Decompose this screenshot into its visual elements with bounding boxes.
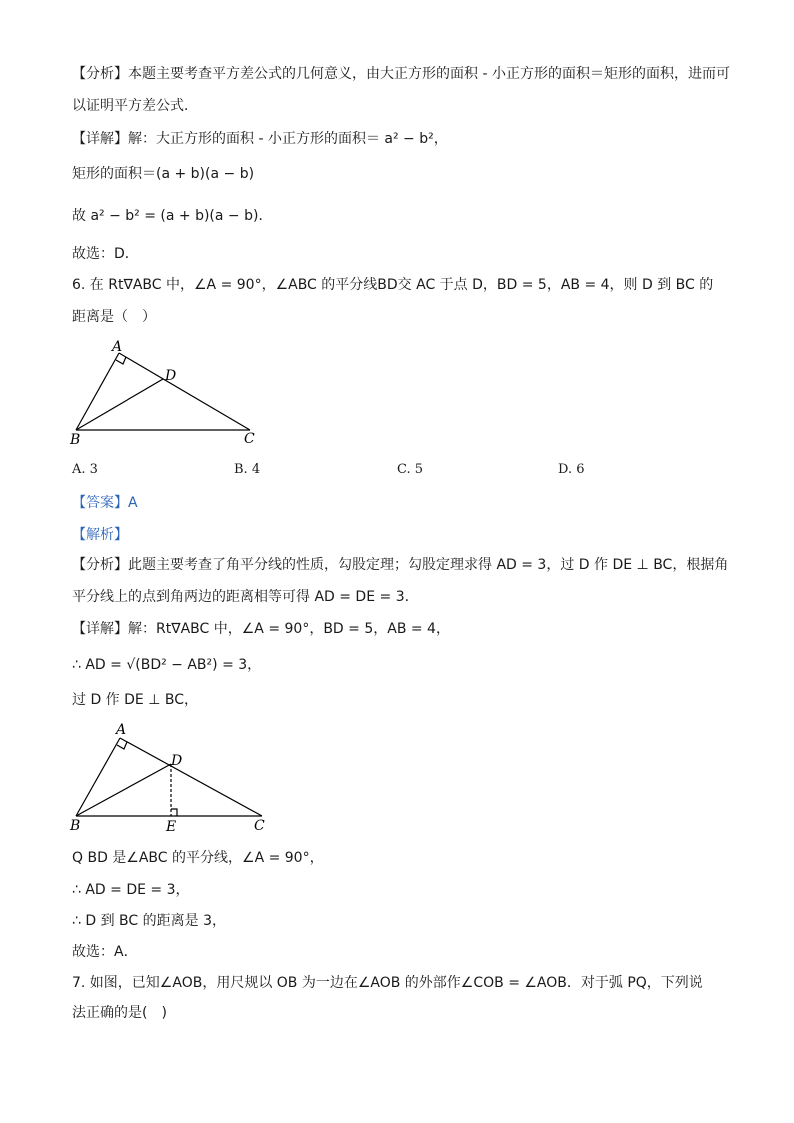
proof-line-3: ∴ D 到 BC 的距离是 3， [72, 913, 226, 929]
analysis-line-2: 以证明平方差公式． [72, 98, 198, 114]
solution2-line-2: ∴ AD = √(BD² − AB²) = 3， [72, 657, 262, 673]
analysis-line-1: 【分析】本题主要考查平方差公式的几何意义，由大正方形的面积 - 小正方形的面积＝矩形的面积，进而可 [72, 66, 730, 82]
proof-line-1: Q BD 是∠ABC 的平分线，∠A = 90°， [72, 850, 324, 866]
question-7-line-2: 法正确的是( ) [72, 1005, 167, 1021]
triangle-figure-1 [64, 336, 274, 448]
choice-line: 故选：D． [72, 246, 139, 262]
analysis2-line-1: 【分析】此题主要考查了角平分线的性质，勾股定理；勾股定理求得 AD = 3，过 D 作 DE ⊥ BC，根据角 [72, 557, 729, 573]
triangle-figure-2 [64, 718, 284, 836]
fig2-label-e: E [166, 819, 177, 835]
question-6-line-2: 距离是（ ） [72, 309, 156, 325]
fig1-label-a: A [112, 339, 123, 355]
option-a[interactable]: A. 3 [72, 462, 98, 477]
fig2-label-d: D [171, 753, 183, 769]
fig1-label-c: C [244, 431, 255, 447]
proof-line-2: ∴ AD = DE = 3， [72, 882, 190, 898]
solution-line-1: 【详解】解：大正方形的面积 - 小正方形的面积＝ a² − b²， [72, 131, 448, 147]
analysis-label: 【解析】 [72, 527, 128, 543]
choice2-line: 故选：A． [72, 944, 138, 960]
question-7-line-1: 7. 如图，已知∠AOB，用尺规以 OB 为一边在∠AOB 的外部作∠COB = ∠AOB．对于弧 PQ，下列说 [72, 975, 703, 991]
fig1-label-b: B [70, 432, 81, 448]
solution2-line-1: 【详解】解：Rt∇ABC 中，∠A = 90°，BD = 5，AB = 4， [72, 621, 450, 637]
analysis2-line-2: 平分线上的点到角两边的距离相等可得 AD = DE = 3． [72, 589, 419, 605]
solution-line-2: 矩形的面积＝(a + b)(a − b) [72, 166, 255, 182]
solution2-line-3: 过 D 作 DE ⊥ BC， [72, 692, 198, 708]
option-c[interactable]: C. 5 [397, 462, 424, 477]
question-6-line-1: 6. 在 Rt∇ABC 中，∠A = 90°，∠ABC 的平分线BD交 AC 于点 D，BD = 5，AB = 4，则 D 到 BC 的 [72, 277, 714, 293]
fig2-label-a: A [116, 722, 127, 738]
answer-label: 【答案】A [72, 495, 138, 511]
fig1-label-d: D [165, 368, 177, 384]
fig2-label-c: C [254, 818, 265, 834]
solution-line-3: 故 a² − b² = (a + b)(a − b)． [72, 208, 273, 224]
option-d[interactable]: D. 6 [558, 462, 585, 477]
option-b[interactable]: B. 4 [234, 462, 261, 477]
fig2-label-b: B [70, 818, 81, 834]
